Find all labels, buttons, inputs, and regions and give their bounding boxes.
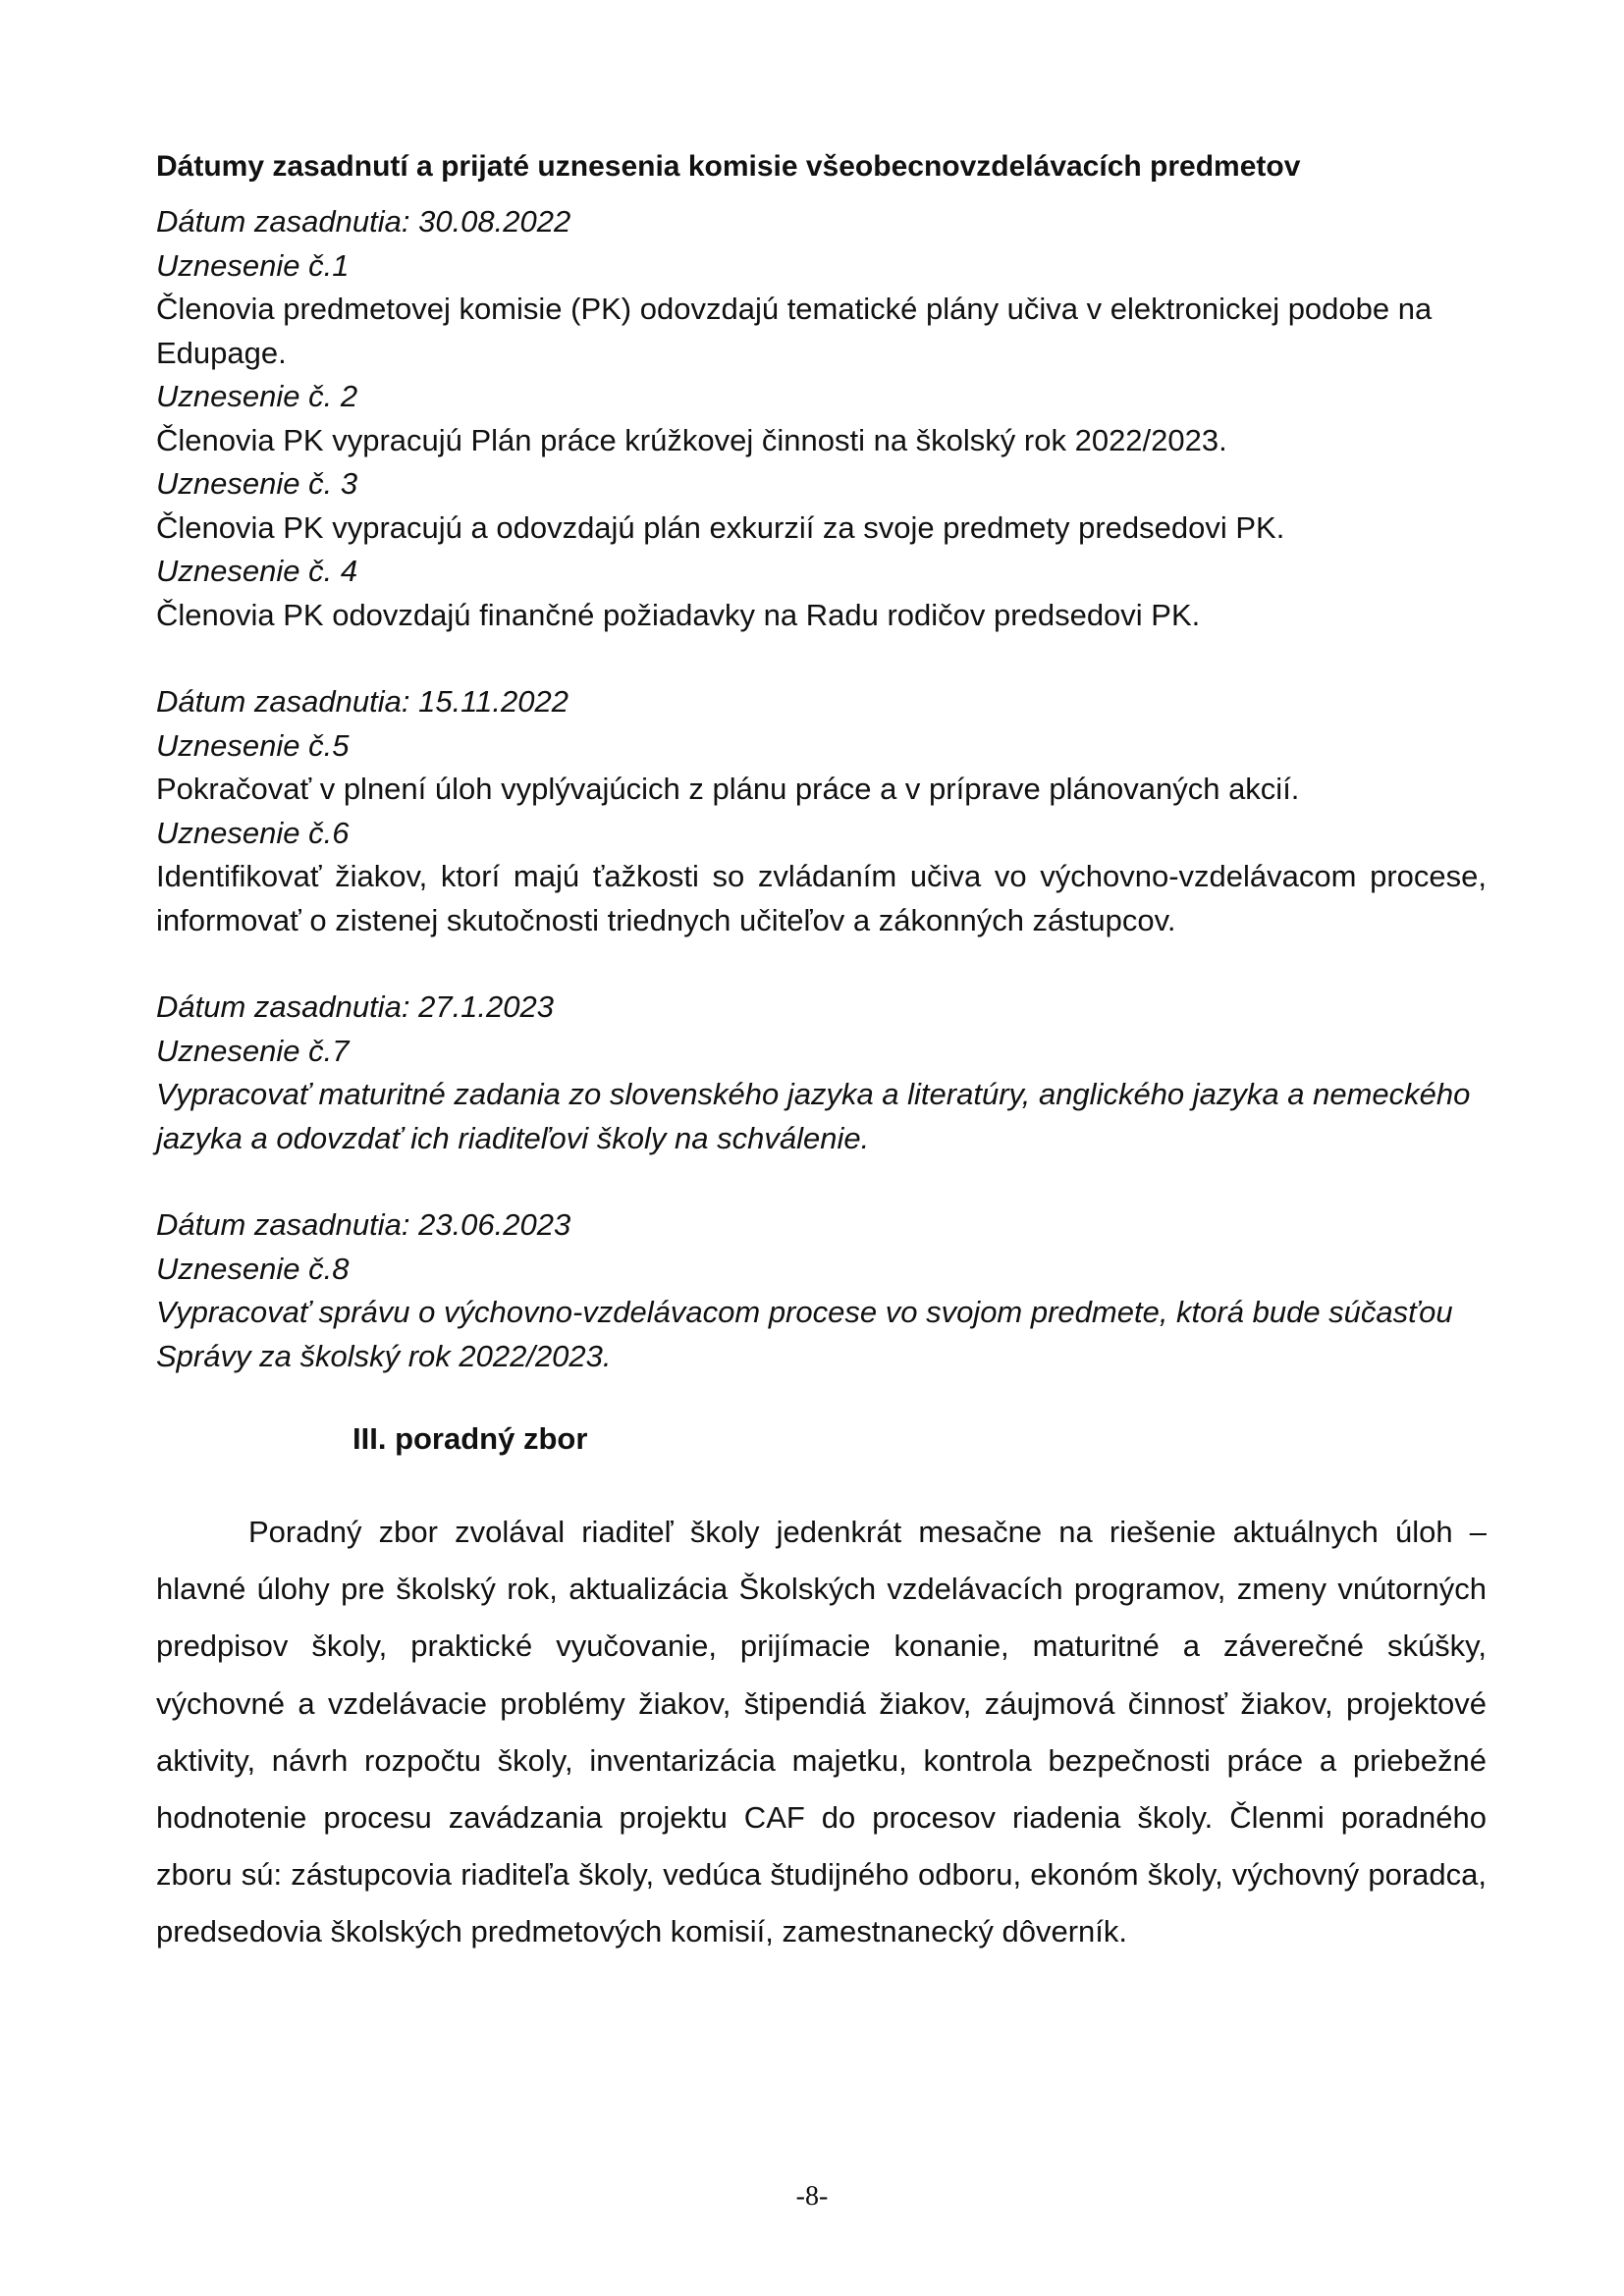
resolution-text: Pokračovať v plnení úloh vyplývajúcich z plánu práce a v príprave plánovaných akcií. — [156, 772, 1300, 806]
section-body: Poradný zbor zvolával riaditeľ školy jedenkrát mesačne na riešenie aktuálnych úloh – hlavné úlohy pre školský rok, aktualizácia Školských vzdelávacích programov, zmeny vnútorných predpisov školy, praktické vyučovanie, prijímacie konanie, maturitné a záverečné skúšky, výchovné a vzdelávacie problémy žiakov, štipendiá žiakov, záujmová činnosť žiakov, projektové aktivity, návrh rozpočtu školy, inventarizácia majetku, kontrola bezpečnosti práce a priebežné hodnotenie procesu zavádzania projektu CAF do procesov riadenia školy. Členmi poradného zboru sú: zástupcovia riaditeľa školy, vedúca študijného odboru, ekonóm školy, výchovný poradca, predsedovia školských predmetových komisií, zamestnanecký dôverník. — [156, 1515, 1487, 1949]
spacer — [156, 1160, 1487, 1203]
resolution-text: Členovia PK vypracujú Plán práce krúžkovej činnosti na školský rok 2022/2023. — [156, 422, 1227, 457]
meeting-1 — [156, 200, 1487, 637]
resolution-text: Členovia predmetovej komisie (PK) odovzdajú tematické plány učiva v elektronickej podobe na Edupage. — [156, 292, 1433, 370]
resolution-label: Uznesenie č. 3 — [156, 466, 358, 501]
resolution-label: Uznesenie č.8 — [156, 1251, 350, 1286]
meeting-date: Dátum zasadnutia: 27.1.2023 — [156, 989, 554, 1024]
resolution-label: Uznesenie č.1 — [156, 247, 350, 283]
resolution-text: Členovia PK odovzdajú finančné požiadavky na Radu rodičov predsedovi PK. — [156, 597, 1201, 632]
document-heading: Dátumy zasadnutí a prijaté uznesenia komisie všeobecnovzdelávacích predmetov — [156, 150, 1301, 183]
document-page — [156, 147, 1487, 1961]
resolution-label: Uznesenie č.6 — [156, 815, 350, 850]
resolution-label: Uznesenie č.5 — [156, 727, 350, 763]
spacer — [156, 942, 1487, 986]
meeting-4 — [156, 1203, 1487, 1378]
resolution-label: Uznesenie č. 2 — [156, 379, 358, 413]
meeting-2 — [156, 680, 1487, 942]
resolution-text: Členovia PK vypracujú a odovzdajú plán exkurzií za svoje predmety predsedovi PK. — [156, 509, 1285, 545]
meeting-date: Dátum zasadnutia: 30.08.2022 — [156, 204, 571, 239]
meeting-3 — [156, 986, 1487, 1160]
spacer — [156, 637, 1487, 680]
resolution-text: Identifikovať žiakov, ktorí majú ťažkosti so zvládaním učiva vo výchovno-vzdelávacom procese, informovať o zistenej skutočnosti triednych učiteľov a zákonných zástupcov. — [156, 859, 1487, 937]
meeting-date: Dátum zasadnutia: 23.06.2023 — [156, 1207, 571, 1242]
meeting-date: Dátum zasadnutia: 15.11.2022 — [156, 684, 568, 719]
resolution-text: Vypracovať maturitné zadania zo slovenského jazyka a literatúry, anglického jazyka a nemeckého jazyka a odovzdať ich riaditeľovi školy na schválenie. — [156, 1077, 1471, 1155]
resolution-label: Uznesenie č. 4 — [156, 554, 358, 588]
resolution-label: Uznesenie č.7 — [156, 1033, 350, 1068]
resolution-text: Vypracovať správu o výchovno-vzdelávacom procese vo svojom predmete, ktorá bude súčasťou Správy za školský rok 2022/2023. — [156, 1295, 1453, 1373]
section-title: III. poradný zbor — [352, 1421, 588, 1456]
page-number: -8- — [795, 2181, 829, 2212]
